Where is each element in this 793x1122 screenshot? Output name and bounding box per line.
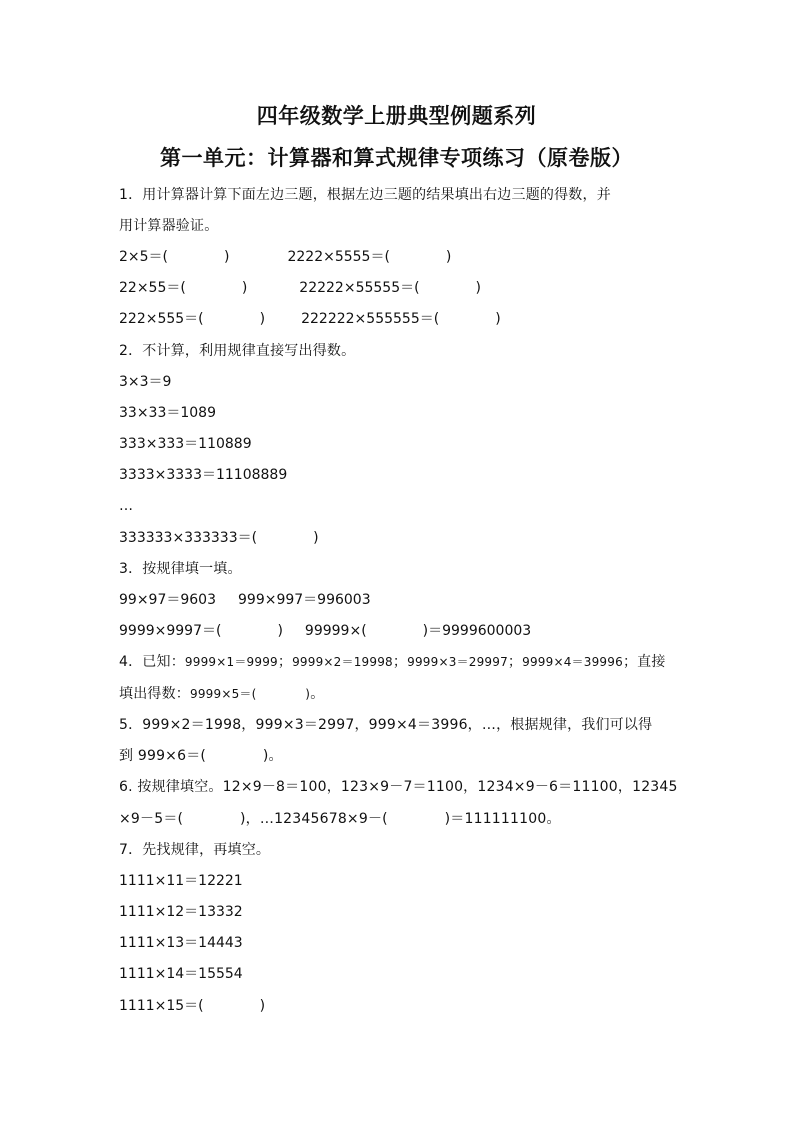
- q4-prefix: 4．已知：: [119, 654, 185, 670]
- q5-line1: 5．999×2＝1998，999×3＝2997，999×4＝3996，…，根据规律，我们可以得: [119, 717, 653, 733]
- q1-instruction-line2: 用计算器验证。: [119, 218, 219, 234]
- q1-instruction-line1: 1．用计算器计算下面左边三题，根据左边三题的结果填出右边三题的得数，并: [119, 187, 611, 203]
- q5-line2: 到 999×6＝( )。: [119, 748, 283, 764]
- q2-line1: 3×3＝9: [119, 374, 172, 390]
- q3-instruction: 3．按规律填一填。: [119, 561, 242, 577]
- q6-line1: 6. 按规律填空。12×9－8＝100，123×9－7＝1100，1234×9－6＝11100，12345: [119, 779, 678, 795]
- q1-row1-left: 2×5＝( ): [119, 249, 230, 265]
- q3-row2: [119, 621, 531, 641]
- q6-line2: ×9－5＝( )，…12345678×9－( )＝111111100。: [119, 811, 561, 827]
- q4-suffix: ；直接: [622, 654, 666, 670]
- q4-line2: [119, 684, 324, 704]
- q1-row2-left: 22×55＝( ): [119, 280, 248, 296]
- q7-line2: 1111×12＝13332: [119, 904, 243, 920]
- q4-line2-end: 。: [310, 686, 325, 702]
- q3-row1-left: 99×97＝9603: [119, 592, 216, 608]
- worksheet-subtitle: 第一单元：计算器和算式规律专项练习（原卷版）: [160, 146, 633, 170]
- q1-row3-left: 222×555＝( ): [119, 311, 266, 327]
- q4-eq1: 9999×1＝9999: [184, 655, 278, 669]
- q2-instruction: 2．不计算，利用规律直接写出得数。: [119, 343, 356, 359]
- q7-instruction: 7．先找规律，再填空。: [119, 842, 271, 858]
- q2-line3: 333×333＝110889: [119, 436, 252, 452]
- q4-line1: [119, 652, 666, 672]
- q1-row3: [119, 309, 501, 329]
- q1-row3-right: 222222×555555＝( ): [301, 311, 501, 327]
- q3-row1: [119, 590, 371, 610]
- q1-row1-right: 2222×5555＝( ): [287, 249, 452, 265]
- q4-eq3: 9999×3＝29997: [407, 655, 508, 669]
- worksheet-title: 四年级数学上册典型例题系列: [256, 104, 537, 128]
- q4-sep1: ；: [277, 654, 293, 670]
- q1-row2: [119, 278, 481, 298]
- q7-line1: 1111×11＝12221: [119, 873, 243, 889]
- q2-line2: 33×33＝1089: [119, 405, 216, 421]
- q4-line2-eq: 9999×5＝( ): [190, 687, 311, 701]
- q4-sep3: ；: [507, 654, 523, 670]
- q3-row1-right: 999×997＝996003: [238, 592, 371, 608]
- q7-line3: 1111×13＝14443: [119, 935, 243, 951]
- q4-sep2: ；: [392, 654, 408, 670]
- q2-line4: 3333×3333＝11108889: [119, 467, 288, 483]
- q3-row2-left: 9999×9997＝( ): [119, 623, 283, 639]
- q4-eq2: 9999×2＝19998: [292, 655, 393, 669]
- q2-line6: 333333×333333＝( ): [119, 530, 319, 546]
- q1-row1: [119, 247, 451, 267]
- q7-line5: 1111×15＝( ): [119, 998, 266, 1014]
- q3-row2-right: 99999×( )＝9999600003: [304, 623, 532, 639]
- q2-ellipsis: …: [119, 498, 133, 514]
- q4-line2-label: 填出得数：: [119, 686, 190, 702]
- q4-eq4: 9999×4＝39996: [522, 655, 623, 669]
- q1-row2-right: 22222×55555＝( ): [299, 280, 482, 296]
- q7-line4: 1111×14＝15554: [119, 966, 243, 982]
